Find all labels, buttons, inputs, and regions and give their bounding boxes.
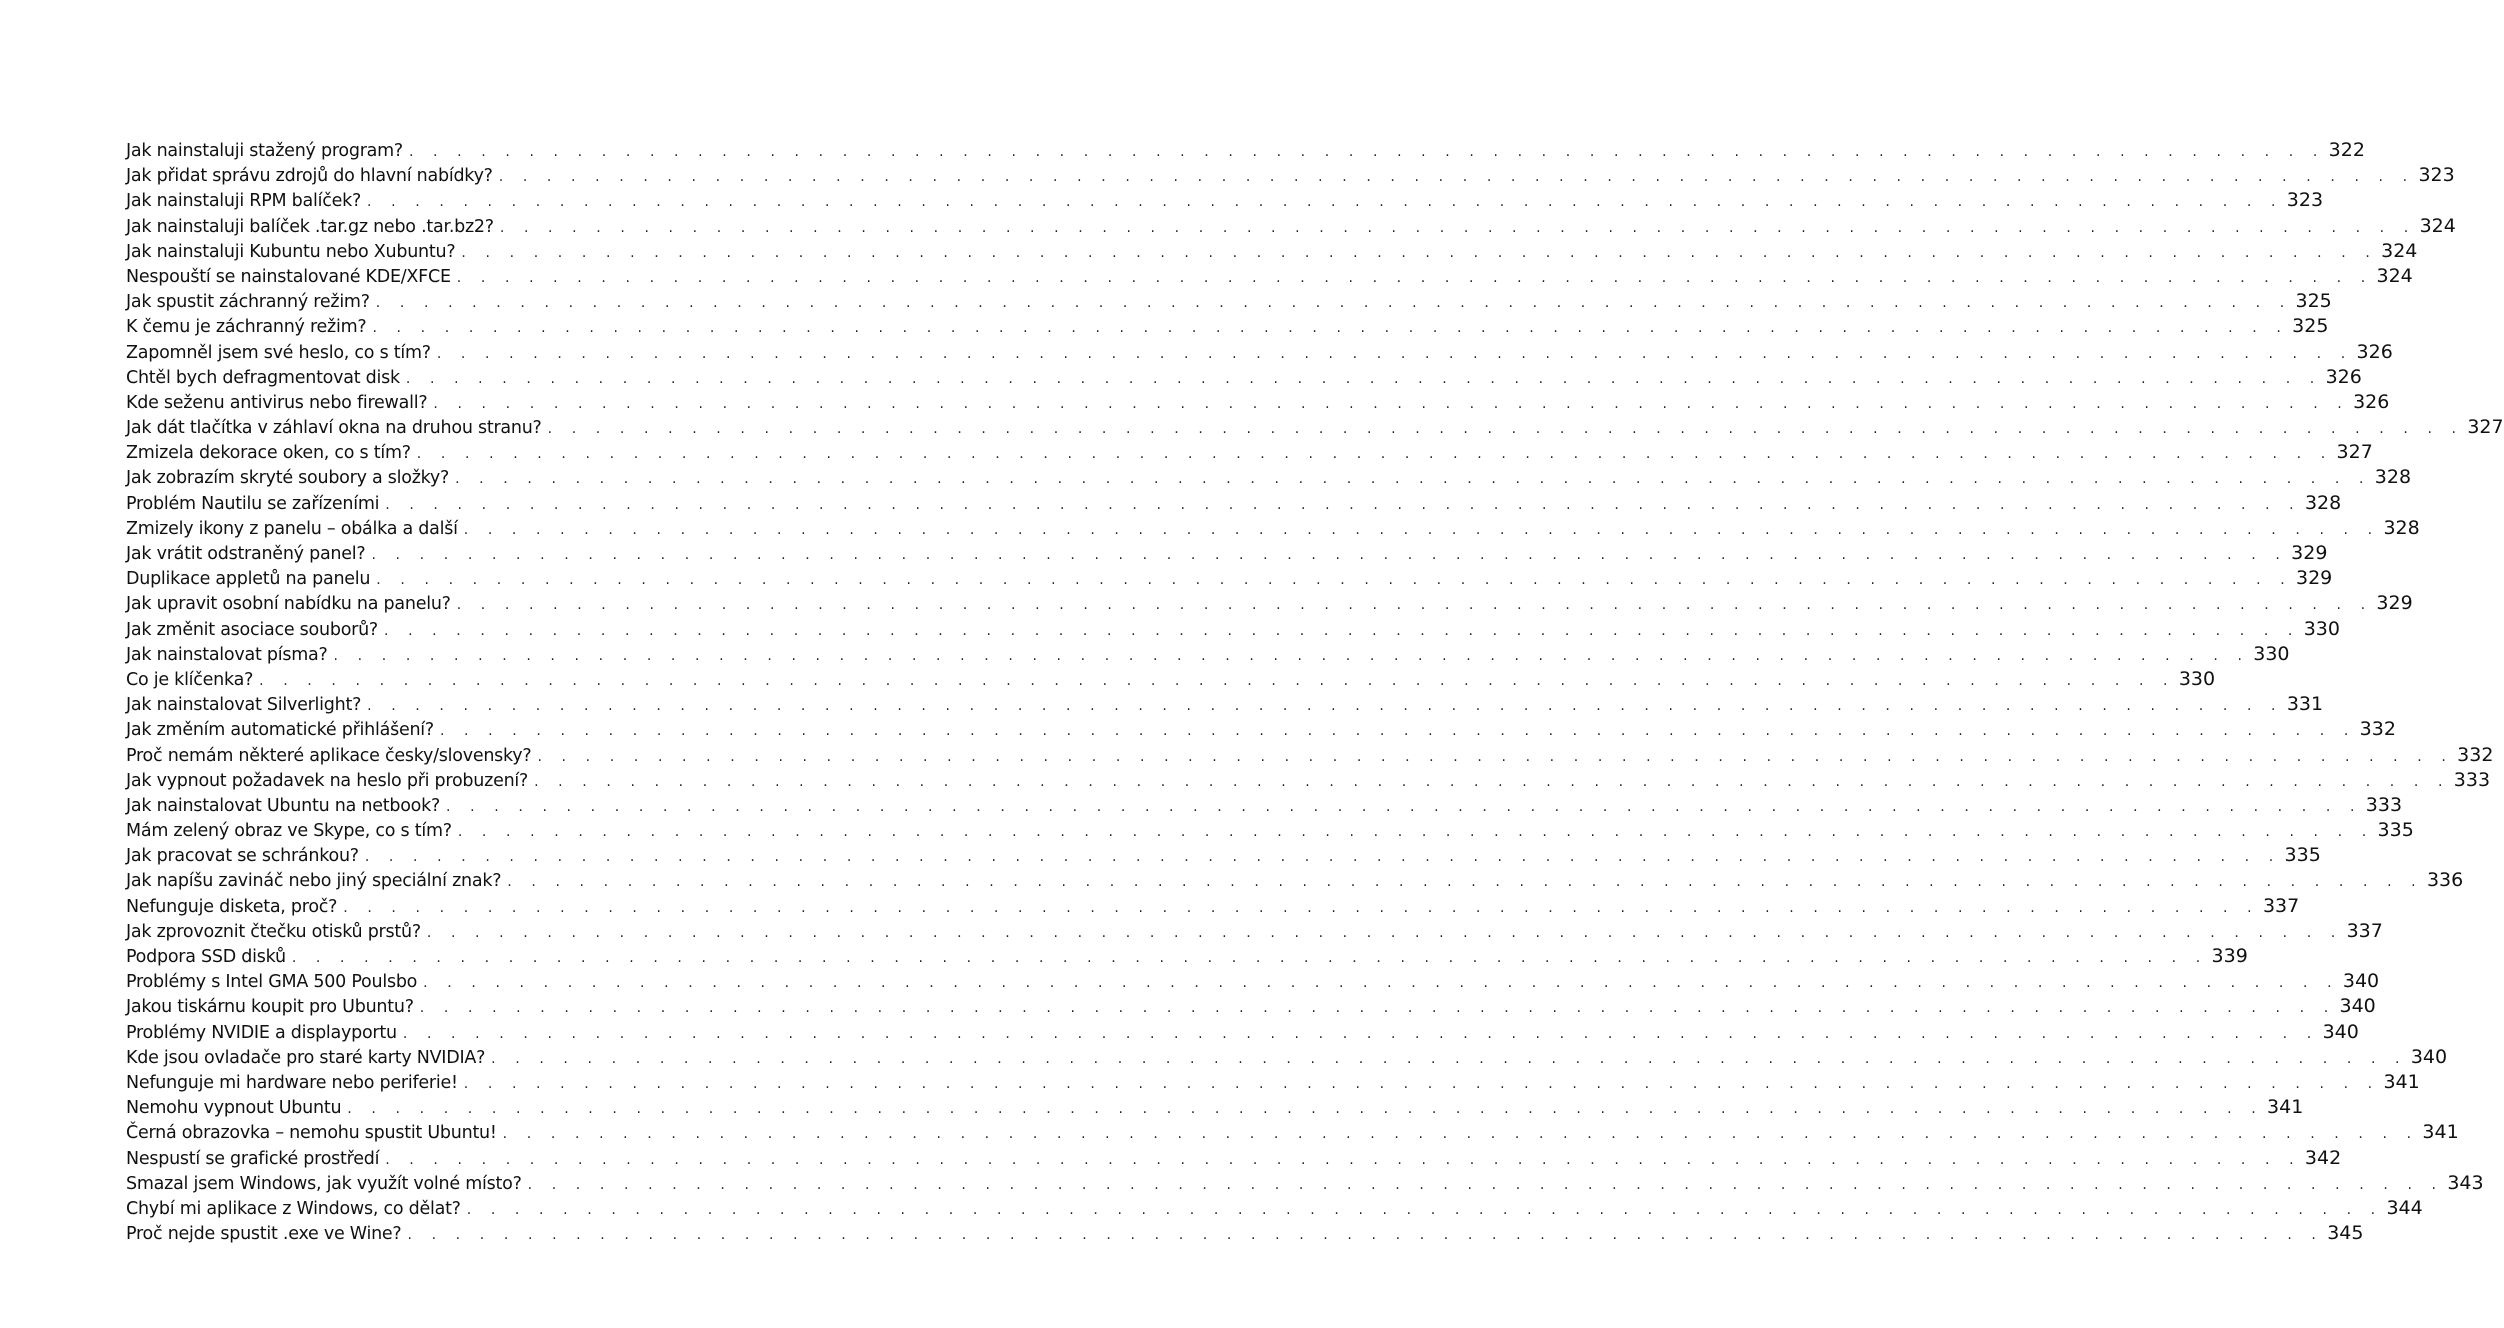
toc-entry bbox=[126, 944, 2248, 969]
toc-entry-page-number: 327 bbox=[2467, 416, 2504, 439]
dot-leader: . . . . . . . . . . . . . . . . . . . . . . . . . . . . . . . . . . . . . . . . . . . . . . . . . . . . . . . . . . . . . . . . . . . . . . . . . . . . . . . . bbox=[405, 370, 2322, 387]
toc-entry-page-number: 340 bbox=[2342, 970, 2380, 993]
toc-entry-title: Proč nejde spustit .exe ve Wine? bbox=[126, 1224, 402, 1245]
toc-entry bbox=[126, 214, 2456, 239]
dot-leader: . . . . . . . . . . . . . . . . . . . . . . . . . . . . . . . . . . . . . . . . . . . . . . . . . . . . . . . . . . . . . . . . . . . . . . . . . . . . . . . . bbox=[376, 572, 2293, 589]
toc-entry-page-number: 339 bbox=[2211, 945, 2248, 967]
toc-entry-page-number: 335 bbox=[2284, 844, 2321, 867]
toc-entry bbox=[126, 793, 2403, 818]
toc-entry-title: Jak nainstalovat Silverlight? bbox=[126, 695, 362, 716]
dot-leader: . . . . . . . . . . . . . . . . . . . . . . . . . . . . . . . . . . . . . . . . . . . . . . . . . . . . . . . . . . . . . . . . . . . . . . . . . . . . . . . . bbox=[333, 647, 2250, 664]
toc-entry-title: Jak zprovoznit čtečku otisků prstů? bbox=[126, 921, 421, 942]
toc-entry bbox=[126, 516, 2420, 541]
toc-entry-title: Jakou tiskárnu koupit pro Ubuntu? bbox=[126, 997, 414, 1018]
dot-leader: . . . . . . . . . . . . . . . . . . . . . . . . . . . . . . . . . . . . . . . . . . . . . . . . . . . . . . . . . . . . . . . . . . . . . . . . . . . . . . . . bbox=[259, 672, 2176, 689]
dot-leader: . . . . . . . . . . . . . . . . . . . . . . . . . . . . . . . . . . . . . . . . . . . . . . . . . . . . . . . . . . . . . . . . . . . . . . . . . . . . . . . . bbox=[439, 723, 2356, 740]
toc-entry bbox=[126, 692, 2324, 717]
toc-entry-title: Problémy NVIDIE a displayportu bbox=[126, 1022, 397, 1043]
toc-entry bbox=[126, 415, 2504, 440]
toc-entry-title: Jak zobrazím skryté soubory a složky? bbox=[126, 468, 450, 489]
toc-entry bbox=[126, 566, 2333, 591]
toc-entry-title: Nemohu vypnout Ubuntu bbox=[126, 1098, 342, 1119]
table-of-contents bbox=[126, 138, 2504, 1246]
toc-entry bbox=[126, 138, 2365, 163]
toc-entry-title: Jak spustit záchranný režim? bbox=[126, 292, 370, 313]
toc-entry-page-number: 323 bbox=[2418, 164, 2455, 187]
toc-entry-page-number: 329 bbox=[2291, 542, 2328, 564]
dot-leader: . . . . . . . . . . . . . . . . . . . . . . . . . . . . . . . . . . . . . . . . . . . . . . . . . . . . . . . . . . . . . . . . . . . . . . . . . . . . . . . . bbox=[507, 874, 2424, 891]
toc-entry-page-number: 329 bbox=[2376, 592, 2413, 615]
toc-entry-title: Kde jsou ovladače pro staré karty NVIDIA? bbox=[126, 1047, 486, 1068]
toc-entry bbox=[126, 717, 2396, 742]
toc-entry-title: Jak nainstaluji Kubuntu nebo Xubuntu? bbox=[126, 241, 456, 262]
toc-entry bbox=[126, 1221, 2364, 1246]
dot-leader: . . . . . . . . . . . . . . . . . . . . . . . . . . . . . . . . . . . . . . . . . . . . . . . . . . . . . . . . . . . . . . . . . . . . . . . . . . . . . . . . bbox=[367, 698, 2284, 715]
dot-leader: . . . . . . . . . . . . . . . . . . . . . . . . . . . . . . . . . . . . . . . . . . . . . . . . . . . . . . . . . . . . . . . . . . . . . . . . . . . . . . . . bbox=[364, 849, 2281, 866]
dot-leader: . . . . . . . . . . . . . . . . . . . . . . . . . . . . . . . . . . . . . . . . . . . . . . . . . . . . . . . . . . . . . . . . . . . . . . . . . . . . . . . . bbox=[383, 622, 2300, 639]
dot-leader: . . . . . . . . . . . . . . . . . . . . . . . . . . . . . . . . . . . . . . . . . . . . . . . . . . . . . . . . . . . . . . . . . . . . . . . . . . . . . . . . bbox=[466, 1201, 2383, 1218]
toc-entry-title: Černá obrazovka – nemohu spustit Ubuntu! bbox=[126, 1123, 497, 1144]
dot-leader: . . . . . . . . . . . . . . . . . . . . . . . . . . . . . . . . . . . . . . . . . . . . . . . . . . . . . . . . . . . . . . . . . . . . . . . . . . . . . . . . bbox=[419, 1000, 2336, 1017]
toc-entry bbox=[126, 1045, 2448, 1070]
toc-entry bbox=[126, 1146, 2342, 1171]
dot-leader: . . . . . . . . . . . . . . . . . . . . . . . . . . . . . . . . . . . . . . . . . . . . . . . . . . . . . . . . . . . . . . . . . . . . . . . . . . . . . . . . bbox=[433, 395, 2350, 412]
toc-entry-title: Jak vypnout požadavek na heslo při probuzení? bbox=[126, 770, 529, 791]
toc-entry-title: Jak nainstalovat písma? bbox=[126, 644, 328, 665]
toc-entry-title: Jak změním automatické přihlášení? bbox=[126, 720, 434, 741]
dot-leader: . . . . . . . . . . . . . . . . . . . . . . . . . . . . . . . . . . . . . . . . . . . . . . . . . . . . . . . . . . . . . . . . . . . . . . . . . . . . . . . . bbox=[456, 269, 2373, 286]
toc-entry-title: Problémy s Intel GMA 500 Poulsbo bbox=[126, 972, 418, 993]
toc-entry bbox=[126, 969, 2380, 994]
dot-leader: . . . . . . . . . . . . . . . . . . . . . . . . . . . . . . . . . . . . . . . . . . . . . . . . . . . . . . . . . . . . . . . . . . . . . . . . . . . . . . . . bbox=[407, 1227, 2324, 1244]
dot-leader: . . . . . . . . . . . . . . . . . . . . . . . . . . . . . . . . . . . . . . . . . . . . . . . . . . . . . . . . . . . . . . . . . . . . . . . . . . . . . . . . bbox=[426, 924, 2343, 941]
dot-leader: . . . . . . . . . . . . . . . . . . . . . . . . . . . . . . . . . . . . . . . . . . . . . . . . . . . . . . . . . . . . . . . . . . . . . . . . . . . . . . . . bbox=[416, 446, 2333, 463]
dot-leader: . . . . . . . . . . . . . . . . . . . . . . . . . . . . . . . . . . . . . . . . . . . . . . . . . . . . . . . . . . . . . . . . . . . . . . . . . . . . . . . . bbox=[347, 1101, 2264, 1118]
toc-entry bbox=[126, 390, 2390, 415]
toc-entry bbox=[126, 163, 2455, 188]
toc-entry-title: Mám zelený obraz ve Skype, co s tím? bbox=[126, 821, 452, 842]
toc-entry bbox=[126, 491, 2342, 516]
toc-entry bbox=[126, 314, 2329, 339]
toc-entry-page-number: 325 bbox=[2292, 315, 2329, 338]
toc-entry-page-number: 341 bbox=[2422, 1121, 2459, 1144]
dot-leader: . . . . . . . . . . . . . . . . . . . . . . . . . . . . . . . . . . . . . . . . . . . . . . . . . . . . . . . . . . . . . . . . . . . . . . . . . . . . . . . . bbox=[461, 244, 2378, 261]
toc-entry bbox=[126, 994, 2376, 1019]
toc-entry-page-number: 324 bbox=[2376, 264, 2413, 287]
toc-entry-title: Jak změnit asociace souborů? bbox=[126, 619, 378, 640]
toc-entry bbox=[126, 818, 2414, 843]
dot-leader: . . . . . . . . . . . . . . . . . . . . . . . . . . . . . . . . . . . . . . . . . . . . . . . . . . . . . . . . . . . . . . . . . . . . . . . . . . . . . . . . bbox=[385, 1151, 2302, 1168]
toc-entry bbox=[126, 239, 2418, 264]
toc-entry bbox=[126, 919, 2383, 944]
toc-entry-title: Jak nainstaluji RPM balíček? bbox=[126, 191, 362, 212]
toc-entry-page-number: 326 bbox=[2325, 365, 2362, 388]
dot-leader: . . . . . . . . . . . . . . . . . . . . . . . . . . . . . . . . . . . . . . . . . . . . . . . . . . . . . . . . . . . . . . . . . . . . . . . . . . . . . . . . bbox=[534, 773, 2451, 790]
toc-entry-page-number: 326 bbox=[2356, 340, 2393, 363]
toc-entry-page-number: 329 bbox=[2295, 567, 2333, 590]
toc-entry-page-number: 332 bbox=[2457, 743, 2494, 766]
toc-entry bbox=[126, 667, 2216, 692]
dot-leader: . . . . . . . . . . . . . . . . . . . . . . . . . . . . . . . . . . . . . . . . . . . . . . . . . . . . . . . . . . . . . . . . . . . . . . . . . . . . . . . . bbox=[463, 521, 2380, 538]
toc-entry bbox=[126, 289, 2332, 314]
toc-entry-title: Jak upravit osobní nabídku na panelu? bbox=[126, 594, 451, 615]
toc-entry-page-number: 341 bbox=[2383, 1070, 2420, 1093]
toc-entry-title: Jak nainstaluji balíček .tar.gz nebo .tar.bz2? bbox=[126, 216, 494, 237]
toc-entry-page-number: 340 bbox=[2410, 1045, 2448, 1068]
toc-entry-title: Zmizely ikony z panelu – obálka a další bbox=[126, 518, 458, 539]
dot-leader: . . . . . . . . . . . . . . . . . . . . . . . . . . . . . . . . . . . . . . . . . . . . . . . . . . . . . . . . . . . . . . . . . . . . . . . . . . . . . . . . bbox=[527, 1176, 2444, 1193]
toc-entry-title: Smazal jsem Windows, jak využít volné místo? bbox=[126, 1173, 522, 1194]
dot-leader: . . . . . . . . . . . . . . . . . . . . . . . . . . . . . . . . . . . . . . . . . . . . . . . . . . . . . . . . . . . . . . . . . . . . . . . . . . . . . . . . bbox=[456, 597, 2373, 614]
toc-entry bbox=[126, 1196, 2423, 1221]
dot-leader: . . . . . . . . . . . . . . . . . . . . . . . . . . . . . . . . . . . . . . . . . . . . . . . . . . . . . . . . . . . . . . . . . . . . . . . . . . . . . . . . bbox=[423, 975, 2340, 992]
dot-leader: . . . . . . . . . . . . . . . . . . . . . . . . . . . . . . . . . . . . . . . . . . . . . . . . . . . . . . . . . . . . . . . . . . . . . . . . . . . . . . . . bbox=[537, 748, 2454, 765]
toc-entry bbox=[126, 465, 2412, 490]
toc-entry-title: K čemu je záchranný režim? bbox=[126, 317, 367, 338]
toc-entry-page-number: 340 bbox=[2322, 1020, 2359, 1043]
toc-entry-page-number: 337 bbox=[2262, 894, 2300, 917]
toc-entry-page-number: 328 bbox=[2374, 466, 2412, 489]
dot-leader: . . . . . . . . . . . . . . . . . . . . . . . . . . . . . . . . . . . . . . . . . . . . . . . . . . . . . . . . . . . . . . . . . . . . . . . . . . . . . . . . bbox=[372, 320, 2289, 337]
toc-entry-page-number: 324 bbox=[2381, 239, 2418, 262]
toc-entry-page-number: 344 bbox=[2386, 1196, 2423, 1219]
dot-leader: . . . . . . . . . . . . . . . . . . . . . . . . . . . . . . . . . . . . . . . . . . . . . . . . . . . . . . . . . . . . . . . . . . . . . . . . . . . . . . . . bbox=[455, 471, 2372, 488]
toc-entry-page-number: 337 bbox=[2346, 919, 2383, 942]
toc-entry-title: Zapomněl jsem své heslo, co s tím? bbox=[126, 342, 431, 363]
toc-entry-page-number: 335 bbox=[2377, 819, 2414, 842]
toc-entry-title: Proč nemám některé aplikace česky/slovensky? bbox=[126, 745, 532, 766]
toc-entry-title: Co je klíčenka? bbox=[126, 669, 254, 690]
dot-leader: . . . . . . . . . . . . . . . . . . . . . . . . . . . . . . . . . . . . . . . . . . . . . . . . . . . . . . . . . . . . . . . . . . . . . . . . . . . . . . . . bbox=[457, 824, 2374, 841]
toc-entry bbox=[126, 1070, 2420, 1095]
toc-entry-page-number: 345 bbox=[2327, 1222, 2364, 1245]
toc-entry bbox=[126, 264, 2413, 289]
toc-entry-page-number: 328 bbox=[2304, 491, 2342, 514]
dot-leader: . . . . . . . . . . . . . . . . . . . . . . . . . . . . . . . . . . . . . . . . . . . . . . . . . . . . . . . . . . . . . . . . . . . . . . . . . . . . . . . . bbox=[367, 194, 2284, 211]
dot-leader: . . . . . . . . . . . . . . . . . . . . . . . . . . . . . . . . . . . . . . . . . . . . . . . . . . . . . . . . . . . . . . . . . . . . . . . . . . . . . . . . bbox=[499, 219, 2416, 236]
toc-entry bbox=[126, 894, 2300, 919]
toc-entry-page-number: 327 bbox=[2336, 441, 2373, 464]
toc-entry-page-number: 332 bbox=[2359, 718, 2396, 741]
toc-entry-title: Chybí mi aplikace z Windows, co dělat? bbox=[126, 1198, 461, 1219]
toc-entry-page-number: 325 bbox=[2295, 290, 2332, 313]
dot-leader: . . . . . . . . . . . . . . . . . . . . . . . . . . . . . . . . . . . . . . . . . . . . . . . . . . . . . . . . . . . . . . . . . . . . . . . . . . . . . . . . bbox=[408, 144, 2325, 160]
toc-entry bbox=[126, 1020, 2359, 1045]
dot-leader: . . . . . . . . . . . . . . . . . . . . . . . . . . . . . . . . . . . . . . . . . . . . . . . . . . . . . . . . . . . . . . . . . . . . . . . . . . . . . . . . bbox=[547, 421, 2464, 438]
toc-entry-page-number: 333 bbox=[2453, 768, 2491, 791]
dot-leader: . . . . . . . . . . . . . . . . . . . . . . . . . . . . . . . . . . . . . . . . . . . . . . . . . . . . . . . . . . . . . . . . . . . . . . . . . . . . . . . . bbox=[436, 345, 2353, 362]
toc-entry-title: Jak pracovat se schránkou? bbox=[126, 846, 359, 867]
toc-entry-page-number: 342 bbox=[2304, 1146, 2342, 1169]
toc-entry-page-number: 343 bbox=[2447, 1171, 2484, 1194]
toc-entry-title: Jak vrátit odstraněný panel? bbox=[126, 544, 366, 564]
toc-entry-title: Jak dát tlačítka v záhlaví okna na druhou stranu? bbox=[126, 418, 542, 439]
toc-entry-title: Nespouští se nainstalované KDE/XFCE bbox=[126, 266, 451, 287]
toc-entry bbox=[126, 440, 2373, 465]
dot-leader: . . . . . . . . . . . . . . . . . . . . . . . . . . . . . . . . . . . . . . . . . . . . . . . . . . . . . . . . . . . . . . . . . . . . . . . . . . . . . . . . bbox=[402, 1025, 2319, 1042]
toc-entry-title: Jak nainstaluji stažený program? bbox=[126, 141, 403, 161]
toc-entry-page-number: 326 bbox=[2353, 390, 2390, 413]
toc-entry bbox=[126, 541, 2328, 566]
dot-leader: . . . . . . . . . . . . . . . . . . . . . . . . . . . . . . . . . . . . . . . . . . . . . . . . . . . . . . . . . . . . . . . . . . . . . . . . . . . . . . . . bbox=[498, 169, 2415, 186]
toc-entry-title: Chtěl bych defragmentovat disk bbox=[126, 367, 400, 388]
dot-leader: . . . . . . . . . . . . . . . . . . . . . . . . . . . . . . . . . . . . . . . . . . . . . . . . . . . . . . . . . . . . . . . . . . . . . . . . . . . . . . . . bbox=[343, 899, 2260, 916]
toc-entry-page-number: 333 bbox=[2365, 793, 2403, 816]
toc-entry-page-number: 322 bbox=[2328, 139, 2365, 161]
toc-entry bbox=[126, 365, 2362, 390]
toc-entry-page-number: 330 bbox=[2178, 667, 2216, 690]
toc-entry bbox=[126, 1095, 2304, 1120]
dot-leader: . . . . . . . . . . . . . . . . . . . . . . . . . . . . . . . . . . . . . . . . . . . . . . . . . . . . . . . . . . . . . . . . . . . . . . . . . . . . . . . . bbox=[491, 1050, 2408, 1067]
toc-entry-title: Duplikace appletů na panelu bbox=[126, 569, 371, 590]
toc-entry bbox=[126, 617, 2340, 642]
toc-entry-title: Jak přidat správu zdrojů do hlavní nabídky? bbox=[126, 166, 493, 187]
toc-entry-title: Zmizela dekorace oken, co s tím? bbox=[126, 443, 411, 464]
toc-entry bbox=[126, 743, 2494, 768]
toc-entry-page-number: 324 bbox=[2419, 214, 2456, 237]
toc-entry-page-number: 336 bbox=[2426, 869, 2464, 892]
toc-entry-page-number: 330 bbox=[2253, 642, 2290, 665]
toc-entry-title: Nespustí se grafické prostředí bbox=[126, 1148, 380, 1169]
toc-entry bbox=[126, 591, 2413, 616]
toc-entry bbox=[126, 642, 2290, 667]
toc-entry-page-number: 331 bbox=[2286, 693, 2324, 716]
toc-entry bbox=[126, 1120, 2459, 1145]
toc-entry bbox=[126, 188, 2324, 213]
dot-leader: . . . . . . . . . . . . . . . . . . . . . . . . . . . . . . . . . . . . . . . . . . . . . . . . . . . . . . . . . . . . . . . . . . . . . . . . . . . . . . . . bbox=[463, 1075, 2380, 1092]
toc-entry-page-number: 323 bbox=[2286, 189, 2324, 212]
toc-entry-title: Nefunguje mi hardware nebo periferie! bbox=[126, 1072, 458, 1093]
dot-leader: . . . . . . . . . . . . . . . . . . . . . . . . . . . . . . . . . . . . . . . . . . . . . . . . . . . . . . . . . . . . . . . . . . . . . . . . . . . . . . . . bbox=[375, 295, 2292, 312]
toc-entry-title: Nefunguje disketa, proč? bbox=[126, 896, 338, 917]
toc-entry-page-number: 328 bbox=[2383, 516, 2420, 539]
toc-entry bbox=[126, 340, 2393, 365]
toc-entry bbox=[126, 768, 2491, 793]
toc-entry bbox=[126, 868, 2464, 893]
toc-entry-page-number: 330 bbox=[2303, 617, 2340, 640]
dot-leader: . . . . . . . . . . . . . . . . . . . . . . . . . . . . . . . . . . . . . . . . . . . . . . . . . . . . . . . . . . . . . . . . . . . . . . . . . . . . . . . . bbox=[385, 496, 2302, 513]
toc-entry-title: Jak napíšu zavináč nebo jiný speciální znak? bbox=[126, 871, 502, 892]
dot-leader: . . . . . . . . . . . . . . . . . . . . . . . . . . . . . . . . . . . . . . . . . . . . . . . . . . . . . . . . . . . . . . . . . . . . . . . . . . . . . . . . bbox=[446, 798, 2363, 815]
toc-entry bbox=[126, 1171, 2484, 1196]
dot-leader: . . . . . . . . . . . . . . . . . . . . . . . . . . . . . . . . . . . . . . . . . . . . . . . . . . . . . . . . . . . . . . . . . . . . . . . . . . . . . . . . bbox=[371, 547, 2288, 563]
toc-entry-page-number: 341 bbox=[2267, 1096, 2304, 1119]
toc-entry-title: Problém Nautilu se zařízeními bbox=[126, 493, 380, 514]
toc-entry-page-number: 340 bbox=[2339, 995, 2376, 1018]
toc-entry-title: Kde seženu antivirus nebo firewall? bbox=[126, 392, 428, 413]
dot-leader: . . . . . . . . . . . . . . . . . . . . . . . . . . . . . . . . . . . . . . . . . . . . . . . . . . . . . . . . . . . . . . . . . . . . . . . . . . . . . . . . bbox=[502, 1126, 2419, 1143]
toc-entry-title: Podpora SSD disků bbox=[126, 947, 286, 967]
toc-entry-title: Jak nainstalovat Ubuntu na netbook? bbox=[126, 795, 441, 816]
toc-entry bbox=[126, 843, 2321, 868]
dot-leader: . . . . . . . . . . . . . . . . . . . . . . . . . . . . . . . . . . . . . . . . . . . . . . . . . . . . . . . . . . . . . . . . . . . . . . . . . . . . . . . . bbox=[291, 950, 2208, 966]
